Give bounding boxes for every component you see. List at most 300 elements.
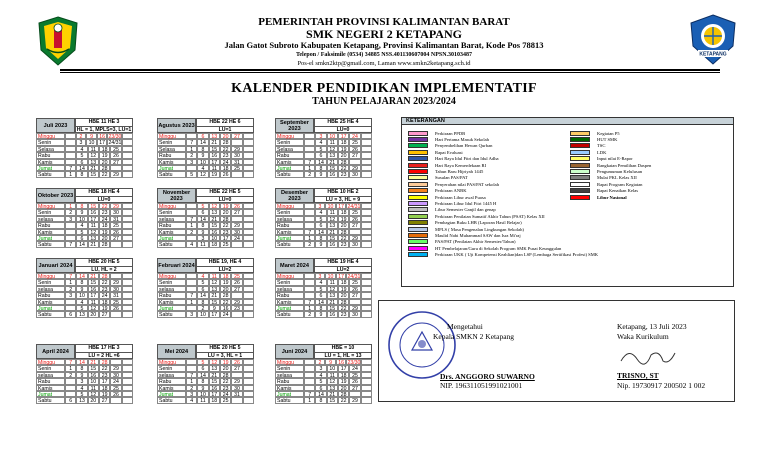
day-cell: 29 xyxy=(349,235,360,241)
day-cell: 18 xyxy=(99,146,110,152)
day-cell: 16 xyxy=(220,305,231,311)
day-cell: 21 xyxy=(327,299,338,305)
day-cell: 16 xyxy=(88,372,99,378)
weekday-label: Kamis xyxy=(275,385,304,391)
day-cell: 26 xyxy=(349,286,360,292)
month-info: HBE 20 HE 5 xyxy=(76,259,132,267)
day-cell: 19 xyxy=(99,305,110,311)
day-cell: 25 xyxy=(220,241,231,247)
day-cell: 27 xyxy=(99,311,110,317)
waka-nip: Nip. 19730917 200502 1 002 xyxy=(617,381,706,390)
day-cell: 8 xyxy=(197,146,208,152)
weekday-label: Rabu xyxy=(36,152,65,158)
day-cell: 8 xyxy=(76,279,87,285)
day-cell-empty xyxy=(231,311,242,317)
header-line1: PEMERINTAH PROVINSI KALIMANTAN BARAT xyxy=(258,16,510,28)
day-cell: 13 xyxy=(209,133,220,139)
legend-swatch xyxy=(408,182,428,187)
page-title: KALENDER PENDIDIKAN IMPLEMENTATIF xyxy=(231,81,537,96)
day-cell: 24/31 xyxy=(347,204,361,210)
weekday-label: Jumat xyxy=(275,391,304,397)
day-cell: 18 xyxy=(99,222,110,228)
day-cell: 23/30 xyxy=(347,360,361,366)
day-cell: 9 xyxy=(325,359,336,365)
day-cell: 13 xyxy=(327,152,338,158)
month-block xyxy=(275,258,372,318)
weekday-label: Rabu xyxy=(157,292,186,298)
legend-label: HUT SMK xyxy=(597,137,618,143)
weekday-label: Rabu xyxy=(157,152,186,158)
day-cell: 7 xyxy=(65,359,76,365)
legend-swatch xyxy=(408,220,428,225)
weekday-label: Rabu xyxy=(157,378,186,384)
day-cell: 24 xyxy=(231,235,242,241)
day-cell: 17 xyxy=(220,235,231,241)
day-cell: 18 xyxy=(338,139,349,145)
weekday-label: Senin xyxy=(275,209,304,215)
day-cell: 15 xyxy=(209,222,220,228)
day-cell: 4 xyxy=(76,222,87,228)
weekday-label: Kamis xyxy=(275,229,304,235)
day-cell: 2 xyxy=(304,171,315,177)
day-cell-empty xyxy=(110,311,121,317)
signature-right-date: Ketapang, 13 Juli 2023 xyxy=(617,322,687,331)
day-cell: 13 xyxy=(88,235,99,241)
day-cell-empty xyxy=(361,397,372,403)
month-name: September 2023 xyxy=(275,118,314,133)
weekday-label: Jumat xyxy=(36,391,65,397)
day-cell: 20 xyxy=(338,152,349,158)
day-cell: 22 xyxy=(338,165,349,171)
day-cell: 28 xyxy=(99,359,110,365)
legend-label: Perkiraan UKK ( Uji Kompetensi Keahlian)dan LSP (Lembaga Sertifikasi Profesi) SMK xyxy=(435,252,599,258)
day-cell: 14 xyxy=(197,139,208,145)
day-cell: 18 xyxy=(220,165,231,171)
month-info: HBE 17 HE 3 xyxy=(76,345,132,353)
day-cell: 31 xyxy=(231,391,242,397)
day-row xyxy=(275,397,372,403)
weekday-label: Minggu xyxy=(36,133,65,139)
day-cell: 8 xyxy=(315,397,326,403)
month-info: LU, HL = 2 xyxy=(91,267,117,273)
day-cell: 21 xyxy=(209,216,220,222)
legend-label: Pembagian Buku LHB (Laporan Hasil Belajar) xyxy=(435,220,522,226)
day-cell: 7 xyxy=(65,165,76,171)
day-cell: 11 xyxy=(88,385,99,391)
day-cell: 3 xyxy=(65,292,76,298)
legend-swatch xyxy=(408,201,428,206)
day-cell: 14 xyxy=(76,241,87,247)
month-info: LU = 2 HL =6 xyxy=(88,353,120,359)
day-cell: 10 xyxy=(88,378,99,384)
day-cell: 16 xyxy=(97,133,108,139)
day-cell: 26 xyxy=(349,378,360,384)
legend-swatch xyxy=(570,150,590,155)
legend-label: Perkiraan PPDB xyxy=(435,130,466,136)
legend-swatch xyxy=(408,195,428,200)
day-cell: 6 xyxy=(315,385,326,391)
day-cell: 5 xyxy=(197,279,208,285)
month-info: LU=0 xyxy=(97,197,111,203)
header-rule xyxy=(60,69,720,71)
day-cell: 8 xyxy=(76,171,87,177)
month-info: HBE 25 HE 4 xyxy=(315,119,371,127)
weekday-label: Senin xyxy=(36,365,65,371)
day-cell: 21 xyxy=(88,165,99,171)
day-cell: 30 xyxy=(110,209,121,215)
day-row xyxy=(275,311,372,317)
weekday-label: Senin xyxy=(157,209,186,215)
day-cell: 1 xyxy=(304,397,315,403)
month-name: Oktober 2023 xyxy=(36,188,75,203)
day-cell: 27 xyxy=(231,209,242,215)
day-cell: 10 xyxy=(86,139,97,145)
day-cell: 23 xyxy=(338,241,349,247)
month-info: HBE 11 HE 3 xyxy=(76,119,132,127)
weekday-label: Jumat xyxy=(157,305,186,311)
header-rule-thin xyxy=(60,72,720,73)
day-cell: 26 xyxy=(110,305,121,311)
day-cell: 19 xyxy=(99,152,110,158)
legend-item xyxy=(570,168,651,174)
day-cell: 9 xyxy=(197,152,208,158)
day-cell: 12 xyxy=(209,279,220,285)
weekday-label: Jumat xyxy=(275,235,304,241)
day-cell: 4 xyxy=(186,397,197,403)
month-info: LU=2 xyxy=(336,267,350,273)
month-info: HBE 19, HE 4 xyxy=(197,259,253,267)
day-cell-empty xyxy=(231,397,242,403)
day-cell: 4 xyxy=(197,165,208,171)
month-block xyxy=(36,258,133,318)
day-cell: 10 xyxy=(327,365,338,371)
day-cell: 17 xyxy=(97,139,108,145)
day-cell: 29 xyxy=(231,299,242,305)
weekday-label: Sabtu xyxy=(157,241,186,247)
day-cell: 28 xyxy=(220,216,231,222)
day-cell: 29 xyxy=(231,146,242,152)
weekday-label: selasa xyxy=(36,286,65,292)
day-cell: 3 xyxy=(315,273,326,279)
day-cell: 8 xyxy=(315,305,326,311)
legend-label: Maulid Nabi Muhammad SAW dan Isra Mi'raj xyxy=(435,232,521,238)
day-cell: 29 xyxy=(349,305,360,311)
legend-swatch xyxy=(570,143,590,148)
day-cell: 28 xyxy=(220,292,231,298)
day-cell: 10 xyxy=(197,159,208,165)
day-cell: 4 xyxy=(76,146,87,152)
legend-item xyxy=(570,181,651,187)
weekday-label: Minggu xyxy=(36,273,65,279)
day-cell: 13 xyxy=(327,222,338,228)
legend-label: Rapat Program Kegiatan xyxy=(597,181,643,187)
day-cell: 5 xyxy=(197,359,208,365)
day-cell: 26 xyxy=(220,171,231,177)
legend-label: Perkiraan ANBK xyxy=(435,188,467,194)
day-cell-empty xyxy=(110,241,121,247)
month-block xyxy=(157,118,254,178)
weekday-label: Jumat xyxy=(157,391,186,397)
day-cell: 2 xyxy=(186,385,197,391)
weekday-label: Jumat xyxy=(36,235,65,241)
legend-label: Input nilai E-Rapor xyxy=(597,156,633,162)
day-cell: 10 xyxy=(327,133,338,139)
weekday-label: Senin xyxy=(157,365,186,371)
weekday-label: Selasa xyxy=(157,146,186,152)
day-cell: 27 xyxy=(231,133,242,139)
day-cell: 12 xyxy=(209,359,220,365)
day-cell: 2 xyxy=(65,286,76,292)
day-row xyxy=(157,311,254,317)
day-cell: 11 xyxy=(327,209,338,215)
day-cell: 7 xyxy=(186,372,197,378)
month-info: LU = 3, HL = 1 xyxy=(207,353,243,359)
day-cell: 2 xyxy=(65,372,76,378)
legend-label: Rangkaian Pemilihan Daspen xyxy=(597,162,652,168)
weekday-label: Sabtu xyxy=(157,311,186,317)
legend-swatch xyxy=(408,156,428,161)
day-cell: 25 xyxy=(349,139,360,145)
weekday-label: Minggu xyxy=(275,273,304,279)
day-cell: 11 xyxy=(327,139,338,145)
day-cell: 7 xyxy=(304,299,315,305)
day-cell: 13 xyxy=(209,365,220,371)
legend-swatch xyxy=(408,169,428,174)
day-cell: 26 xyxy=(349,146,360,152)
day-cell: 30 xyxy=(110,286,121,292)
day-cell: 27 xyxy=(349,292,360,298)
day-cell: 13 xyxy=(327,385,338,391)
day-row xyxy=(36,397,133,403)
day-cell: 19 xyxy=(220,359,231,365)
month-info: LU = 3, HL = 9 xyxy=(325,197,361,203)
day-cell: 25 xyxy=(231,273,242,279)
day-cell: 16 xyxy=(209,229,220,235)
day-cell: 1 xyxy=(186,222,197,228)
day-cell: 24/31 xyxy=(108,140,122,147)
day-cell: 28 xyxy=(99,273,110,279)
day-cell: 4 xyxy=(315,372,326,378)
weekday-label: Sabtu xyxy=(36,241,65,247)
day-cell-empty xyxy=(231,241,242,247)
day-row xyxy=(275,171,372,177)
day-cell-empty xyxy=(243,241,254,247)
day-cell: 30 xyxy=(349,241,360,247)
day-cell: 25 xyxy=(110,385,121,391)
day-cell: 1 xyxy=(65,203,76,209)
weekday-label: Jumat xyxy=(275,305,304,311)
day-cell: 22 xyxy=(99,279,110,285)
day-cell: 30 xyxy=(231,229,242,235)
weekday-label: Sabtu xyxy=(36,397,65,403)
school-address: Jalan Gatot Subroto Kabupaten Ketapang, Provinsi Kalimantan Barat, Kode Pos 78813 xyxy=(224,40,544,50)
day-cell: 21 xyxy=(88,359,99,365)
day-cell: 2 xyxy=(186,152,197,158)
day-cell: 1 xyxy=(304,235,315,241)
legend-label: TSC xyxy=(597,143,606,149)
day-row xyxy=(275,241,372,247)
day-cell: 26 xyxy=(349,216,360,222)
weekday-label: Kamis xyxy=(36,299,65,305)
day-cell: 20 xyxy=(88,311,99,317)
day-cell: 13 xyxy=(76,397,87,403)
day-cell: 15 xyxy=(88,365,99,371)
month-block xyxy=(36,118,133,178)
day-cell: 3 xyxy=(186,311,197,317)
month-block xyxy=(36,188,133,248)
weekday-label: selasa xyxy=(157,286,186,292)
day-cell-empty xyxy=(361,241,372,247)
weekday-label: Jumat xyxy=(36,165,65,171)
legend-swatch xyxy=(408,239,428,244)
day-cell: 7 xyxy=(304,391,315,397)
day-cell: 15 xyxy=(209,378,220,384)
day-cell: 1 xyxy=(186,146,197,152)
day-cell: 20 xyxy=(99,235,110,241)
month-block xyxy=(275,118,372,178)
day-cell: 26 xyxy=(231,279,242,285)
day-cell: 18 xyxy=(220,273,231,279)
day-cell-empty xyxy=(122,397,133,403)
month-name: November 2023 xyxy=(157,188,196,203)
day-cell: 14 xyxy=(76,273,87,279)
legend-swatch xyxy=(408,252,428,257)
day-cell: 5 xyxy=(315,286,326,292)
day-cell: 9 xyxy=(86,133,97,139)
legend-swatch xyxy=(408,246,428,251)
day-cell: 3 xyxy=(65,216,76,222)
weekday-label: Sabtu xyxy=(157,171,186,177)
day-cell: 27 xyxy=(349,152,360,158)
month-info: HBE 18 HE 4 xyxy=(76,189,132,197)
day-cell: 1 xyxy=(304,305,315,311)
weekday-label: Jumat xyxy=(36,305,65,311)
day-cell-empty xyxy=(361,171,372,177)
day-cell: 20 xyxy=(88,397,99,403)
letterhead xyxy=(0,0,768,80)
day-cell: 4 xyxy=(197,273,208,279)
month-name: Juli 2023 xyxy=(36,118,75,133)
legend-item xyxy=(570,194,651,200)
day-cell: 15 xyxy=(327,165,338,171)
day-cell-empty xyxy=(122,241,133,247)
day-cell-empty xyxy=(243,171,254,177)
day-cell: 16 xyxy=(88,286,99,292)
weekday-label: Senin xyxy=(275,279,304,285)
day-cell: 18 xyxy=(338,209,349,215)
day-cell: 9 xyxy=(209,305,220,311)
day-cell-empty xyxy=(231,171,242,177)
legend-label: Susulan PAS/PAT xyxy=(435,175,468,181)
legend-label: Mulai PKL Kelas XII xyxy=(597,175,637,181)
day-cell: 6 xyxy=(197,365,208,371)
day-cell: 14 xyxy=(315,159,326,165)
day-cell: 6 xyxy=(197,286,208,292)
day-cell: 17 xyxy=(336,203,347,209)
weekday-label: Minggu xyxy=(36,359,65,365)
day-cell: 15 xyxy=(327,305,338,311)
day-cell: 30 xyxy=(231,385,242,391)
weekday-label: Minggu xyxy=(275,359,304,365)
day-cell: 9 xyxy=(197,385,208,391)
day-cell: 1 xyxy=(186,378,197,384)
day-cell: 14 xyxy=(197,292,208,298)
day-cell: 15 xyxy=(209,299,220,305)
weekday-label: Kamis xyxy=(157,299,186,305)
legend-label: Rapat Kenaikan Kelas xyxy=(597,188,639,194)
weekday-label: Kamis xyxy=(36,229,65,235)
weekday-label: Kamis xyxy=(36,385,65,391)
day-cell: 3 xyxy=(76,378,87,384)
day-cell: 14 xyxy=(76,165,87,171)
day-cell: 4 xyxy=(315,279,326,285)
legend-swatch xyxy=(570,182,590,187)
day-cell: 16 xyxy=(336,359,347,365)
legend-label: PAS/PAT (Penilaian Akhir Semester/Tahun) xyxy=(435,239,516,245)
day-cell: 26 xyxy=(110,229,121,235)
day-cell-empty xyxy=(361,311,372,317)
day-cell: 13 xyxy=(327,292,338,298)
month-info: LU=1 xyxy=(218,127,232,133)
day-cell: 19 xyxy=(338,286,349,292)
day-cell: 15 xyxy=(327,235,338,241)
day-cell: 30 xyxy=(231,152,242,158)
weekday-label: Minggu xyxy=(157,359,186,365)
weekday-label: Sabtu xyxy=(275,241,304,247)
day-cell: 18 xyxy=(209,397,220,403)
day-cell: 28 xyxy=(99,241,110,247)
weekday-label: Kamis xyxy=(36,159,65,165)
day-cell: 3 xyxy=(315,133,326,139)
day-cell-empty xyxy=(243,311,254,317)
month-name: Mei 2024 xyxy=(157,344,196,359)
day-row xyxy=(157,397,254,403)
day-cell: 29 xyxy=(231,378,242,384)
day-cell: 8 xyxy=(197,378,208,384)
month-name: Agustus 2023 xyxy=(157,118,196,133)
day-cell: 5 xyxy=(76,152,87,158)
legend-swatch xyxy=(570,169,590,174)
day-cell: 12 xyxy=(327,216,338,222)
month-info: LU=0 xyxy=(336,127,350,133)
day-cell: 17 xyxy=(88,292,99,298)
day-cell: 20 xyxy=(220,133,231,139)
day-cell: 20 xyxy=(338,222,349,228)
weekday-label: Sabtu xyxy=(275,171,304,177)
legend-label: Libur Semester Ganjil dan genap xyxy=(435,207,496,213)
school-phone: Telepon / Faksimile (0534) 34885 NSS.401130607004 NPSN.30103487 xyxy=(295,52,473,58)
legend-item xyxy=(408,251,598,257)
day-cell: 28 xyxy=(220,139,231,145)
weekday-label: Jumat xyxy=(157,235,186,241)
day-cell: 22 xyxy=(99,203,110,209)
day-cell: 14 xyxy=(197,372,208,378)
weekday-label: Minggu xyxy=(275,133,304,139)
day-cell: 7 xyxy=(186,139,197,145)
day-cell: 23 xyxy=(99,209,110,215)
day-cell: 18 xyxy=(99,299,110,305)
day-cell: 12 xyxy=(88,152,99,158)
day-cell: 20 xyxy=(220,209,231,215)
weekday-label: Kamis xyxy=(157,385,186,391)
month-info: LU = 1, HL = 13 xyxy=(324,353,362,359)
waka-name: TRISNO, ST xyxy=(617,371,659,380)
day-cell: 31 xyxy=(110,292,121,298)
day-cell: 13 xyxy=(76,311,87,317)
month-info: HBE 10 HE 2 xyxy=(315,189,371,197)
day-cell: 26 xyxy=(231,203,242,209)
day-cell: 11 xyxy=(88,222,99,228)
